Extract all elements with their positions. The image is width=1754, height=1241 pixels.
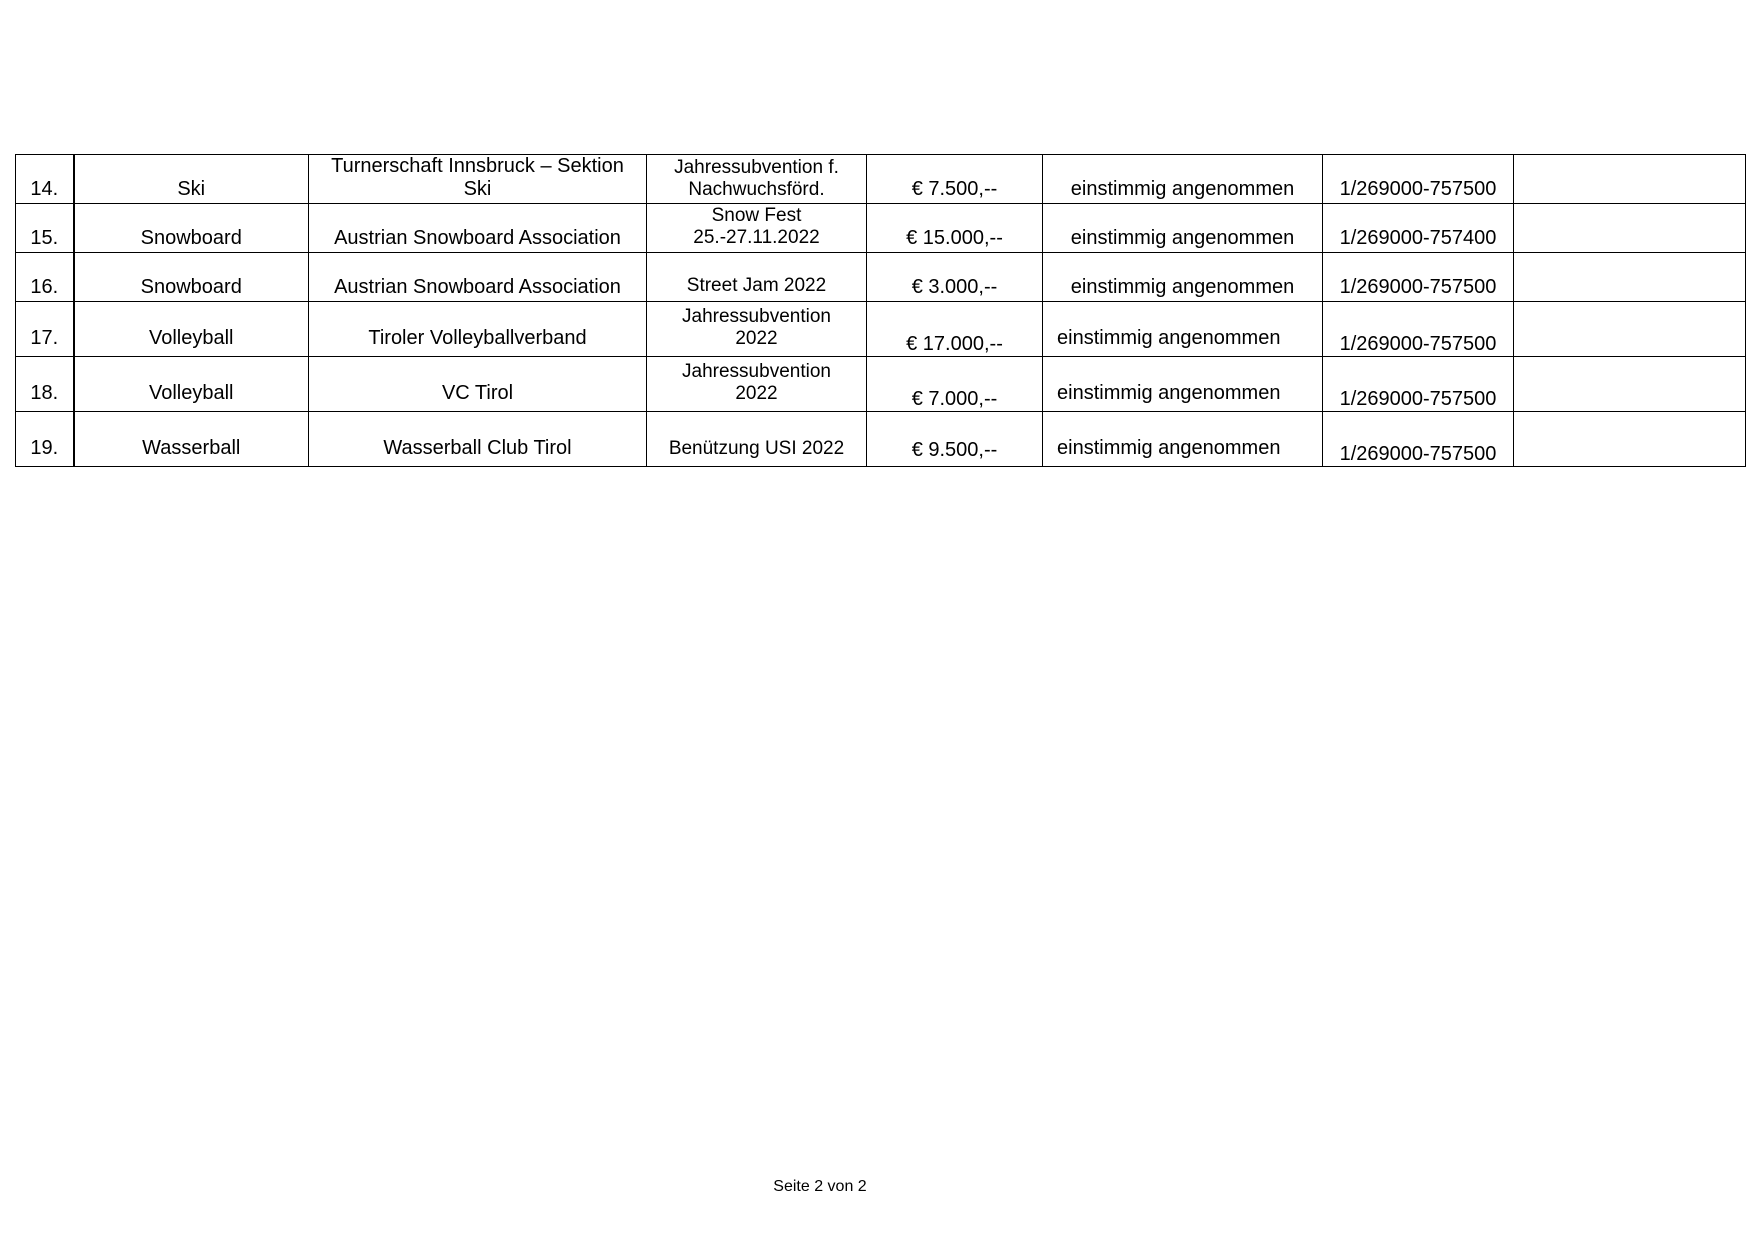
result-cell: einstimmig angenommen <box>1043 155 1323 204</box>
result-cell: einstimmig angenommen <box>1043 302 1323 357</box>
purpose-cell <box>647 357 867 412</box>
account-cell: 1/269000-757400 <box>1323 204 1514 253</box>
row-number: 14. <box>16 155 74 204</box>
table-row <box>16 357 1746 412</box>
result-cell: einstimmig angenommen <box>1043 204 1323 253</box>
sport-cell: Snowboard <box>74 204 309 253</box>
account-cell: 1/269000-757500 <box>1323 253 1514 302</box>
account-cell: 1/269000-757500 <box>1323 412 1514 467</box>
sport-cell: Ski <box>74 155 309 204</box>
subsidy-table <box>15 154 1746 467</box>
row-number: 18. <box>16 357 74 412</box>
table-row <box>16 253 1746 302</box>
purpose-line: 2022 <box>735 328 778 349</box>
account-cell: 1/269000-757500 <box>1323 302 1514 357</box>
table-row <box>16 204 1746 253</box>
organisation-line: Tiroler Volleyballverband <box>368 327 587 349</box>
purpose-line: Benützung USI 2022 <box>668 438 845 459</box>
note-cell <box>1514 412 1746 467</box>
result-cell: einstimmig angenommen <box>1043 253 1323 302</box>
purpose-line: Nachwuchsförd. <box>688 179 825 200</box>
page-footer: Seite 2 von 2 <box>773 1178 867 1195</box>
result-cell: einstimmig angenommen <box>1043 357 1323 412</box>
purpose-cell <box>647 412 867 467</box>
table-row <box>16 302 1746 357</box>
note-cell <box>1514 253 1746 302</box>
purpose-line: Street Jam 2022 <box>686 275 827 296</box>
account-cell: 1/269000-757500 <box>1323 357 1514 412</box>
row-number: 15. <box>16 204 74 253</box>
note-cell <box>1514 155 1746 204</box>
organisation-line: Turnerschaft Innsbruck – Sektion <box>331 155 624 177</box>
table-body <box>16 155 1746 467</box>
organisation-line: Austrian Snowboard Association <box>334 227 621 249</box>
purpose-cell <box>647 253 867 302</box>
purpose-cell <box>647 155 867 204</box>
amount-cell: € 15.000,-- <box>867 204 1043 253</box>
sport-cell: Snowboard <box>74 253 309 302</box>
organisation-line: VC Tirol <box>441 382 514 404</box>
organisation-cell <box>309 204 647 253</box>
amount-cell: € 7.000,-- <box>867 357 1043 412</box>
organisation-cell <box>309 155 647 204</box>
purpose-line: 2022 <box>735 383 778 404</box>
row-number: 16. <box>16 253 74 302</box>
account-cell: 1/269000-757500 <box>1323 155 1514 204</box>
organisation-cell <box>309 302 647 357</box>
table-row <box>16 412 1746 467</box>
purpose-line: Jahressubvention <box>682 306 831 327</box>
purpose-cell <box>647 204 867 253</box>
sport-cell: Volleyball <box>74 302 309 357</box>
purpose-line: Jahressubvention <box>682 361 831 382</box>
table-row <box>16 155 1746 204</box>
row-number: 19. <box>16 412 74 467</box>
note-cell <box>1514 357 1746 412</box>
amount-cell: € 17.000,-- <box>867 302 1043 357</box>
organisation-line: Ski <box>463 178 492 200</box>
organisation-line: Austrian Snowboard Association <box>334 276 621 298</box>
amount-cell: € 7.500,-- <box>867 155 1043 204</box>
amount-cell: € 9.500,-- <box>867 412 1043 467</box>
sport-cell: Volleyball <box>74 357 309 412</box>
note-cell <box>1514 204 1746 253</box>
purpose-line: Jahressubvention f. <box>674 157 839 178</box>
purpose-line: 25.-27.11.2022 <box>693 227 820 248</box>
result-cell: einstimmig angenommen <box>1043 412 1323 467</box>
note-cell <box>1514 302 1746 357</box>
purpose-line: Snow Fest <box>711 205 802 226</box>
row-number: 17. <box>16 302 74 357</box>
sport-cell: Wasserball <box>74 412 309 467</box>
purpose-cell <box>647 302 867 357</box>
organisation-cell <box>309 357 647 412</box>
amount-cell: € 3.000,-- <box>867 253 1043 302</box>
organisation-line: Wasserball Club Tirol <box>383 437 572 459</box>
organisation-cell <box>309 412 647 467</box>
organisation-cell <box>309 253 647 302</box>
